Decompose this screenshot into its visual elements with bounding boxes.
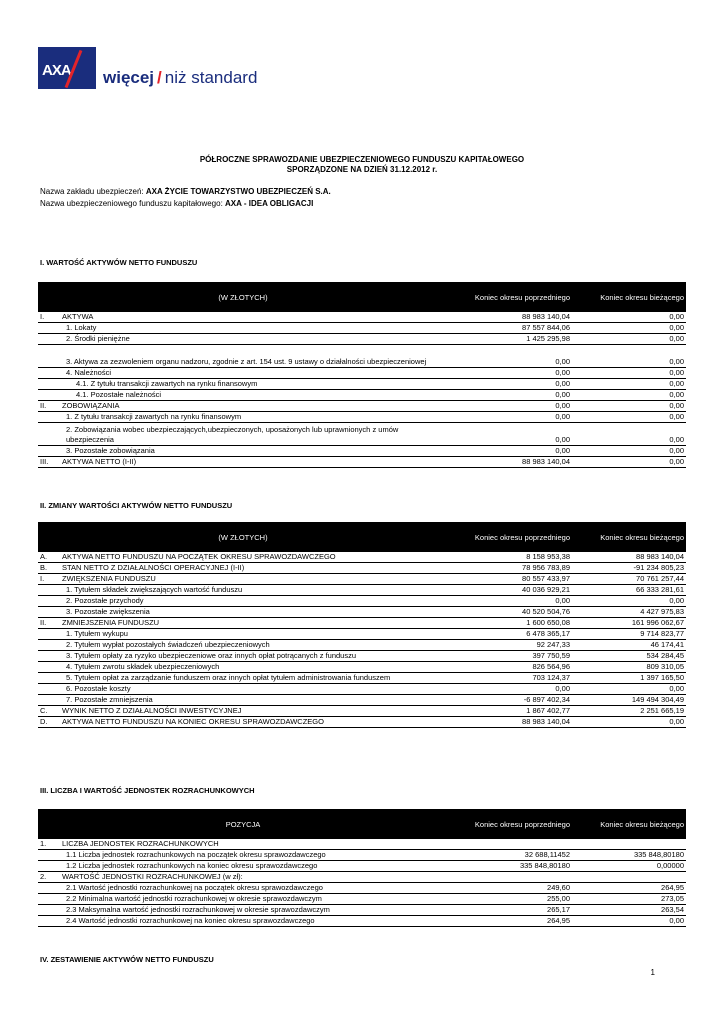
tagline-light: niż standard <box>164 68 258 87</box>
tagline-bold: więcej <box>103 68 155 87</box>
value-previous: 1 867 402,77 <box>448 706 572 717</box>
title-line-2: SPORZĄDZONE NA DZIEŃ 31.12.2012 r. <box>286 165 438 174</box>
table-row <box>38 345 686 368</box>
row-marker <box>38 412 60 423</box>
row-marker <box>38 446 60 457</box>
table-row <box>38 401 686 412</box>
value-current: 0,00 <box>572 379 686 390</box>
value-current: 0,00 <box>572 334 686 345</box>
value-previous: 8 158 953,38 <box>448 552 572 563</box>
value-previous: 0,00 <box>448 390 572 401</box>
table-row <box>38 312 686 323</box>
value-current: 88 983 140,04 <box>572 552 686 563</box>
net-assets-changes-table <box>38 522 686 728</box>
section4-title: IV. ZESTAWIENIE AKTYWÓW NETTO FUNDUSZU <box>40 955 214 964</box>
table-row <box>38 651 686 662</box>
value-current: 0,00 <box>572 401 686 412</box>
value-current: 263,54 <box>572 905 686 916</box>
value-current: 0,00 <box>572 390 686 401</box>
row-label: 2.1 Wartość jednostki rozrachunkowej na początek okresu sprawozdawczego <box>60 883 448 894</box>
value-previous: 40 036 929,21 <box>448 585 572 596</box>
value-current <box>572 839 686 850</box>
row-label: 3. Aktywa za zezwoleniem organu nadzoru, zgodnie z art. 154 ust. 9 ustawy o działalności ubezpieczeniowej <box>60 345 448 368</box>
value-previous: 88 983 140,04 <box>448 717 572 728</box>
row-label: 3. Tytułem opłaty za ryzyko ubezpieczeniowe oraz innych opłat potrącanych z funduszu <box>60 651 448 662</box>
row-marker <box>38 695 60 706</box>
insurer-label: Nazwa zakładu ubezpieczeń: <box>40 187 144 196</box>
row-label: ZWIĘKSZENIA FUNDUSZU <box>60 574 448 585</box>
tagline <box>103 68 257 88</box>
value-previous: 0,00 <box>448 379 572 390</box>
row-label: 7. Pozostałe zmniejszenia <box>60 695 448 706</box>
value-previous: 88 983 140,04 <box>448 312 572 323</box>
value-previous: 826 564,96 <box>448 662 572 673</box>
header-previous-period: Koniec okresu poprzedniego <box>448 522 572 552</box>
header-previous-period: Koniec okresu poprzedniego <box>448 809 572 839</box>
value-current: 0,00 <box>572 368 686 379</box>
value-previous: 92 247,33 <box>448 640 572 651</box>
table-row <box>38 596 686 607</box>
row-marker <box>38 368 60 379</box>
row-marker <box>38 662 60 673</box>
row-label: 6. Pozostałe koszty <box>60 684 448 695</box>
insurer-name: AXA ŻYCIE TOWARZYSTWO UBEZPIECZEŃ S.A. <box>145 187 331 196</box>
row-label: ZMNIEJSZENIA FUNDUSZU <box>60 618 448 629</box>
value-previous: 6 478 365,17 <box>448 629 572 640</box>
value-current: 273,05 <box>572 894 686 905</box>
value-current: 9 714 823,77 <box>572 629 686 640</box>
table-row <box>38 563 686 574</box>
table-row <box>38 695 686 706</box>
row-label: 2. Pozostałe przychody <box>60 596 448 607</box>
table-row <box>38 323 686 334</box>
units-table <box>38 809 686 927</box>
table-header-row <box>38 522 686 552</box>
row-marker <box>38 894 60 905</box>
table-row <box>38 662 686 673</box>
value-current: 2 251 665,19 <box>572 706 686 717</box>
value-current: 0,00 <box>572 345 686 368</box>
table-row <box>38 390 686 401</box>
row-label: 2.2 Minimalna wartość jednostki rozrachunkowej w okresie sprawozdawczym <box>60 894 448 905</box>
row-marker <box>38 390 60 401</box>
value-current: 66 333 281,61 <box>572 585 686 596</box>
value-current: 809 310,05 <box>572 662 686 673</box>
row-marker <box>38 585 60 596</box>
value-previous <box>448 839 572 850</box>
row-label: 1. Tytułem składek zwiększających wartość funduszu <box>60 585 448 596</box>
fund-line <box>40 199 313 208</box>
table-row <box>38 717 686 728</box>
row-marker: II. <box>38 401 60 412</box>
table-row <box>38 585 686 596</box>
value-current: 0,00 <box>572 412 686 423</box>
header-label: (W ZŁOTYCH) <box>38 522 448 552</box>
row-marker <box>38 379 60 390</box>
value-previous: 88 983 140,04 <box>448 457 572 468</box>
value-previous: 1 600 650,08 <box>448 618 572 629</box>
table-row <box>38 894 686 905</box>
table-row <box>38 334 686 345</box>
table-row <box>38 446 686 457</box>
page-number: 1 <box>650 968 655 977</box>
value-previous: 703 124,37 <box>448 673 572 684</box>
value-current: 161 996 062,67 <box>572 618 686 629</box>
value-previous: 0,00 <box>448 412 572 423</box>
header-previous-period: Koniec okresu poprzedniego <box>448 282 572 312</box>
row-label: AKTYWA NETTO FUNDUSZU NA KONIEC OKRESU SPRAWOZDAWCZEGO <box>60 717 448 728</box>
row-label: 1. Z tytułu transakcji zawartych na rynku finansowym <box>60 412 448 423</box>
row-marker <box>38 905 60 916</box>
row-label: 4.1. Z tytułu transakcji zawartych na rynku finansowym <box>60 379 448 390</box>
row-marker: I. <box>38 574 60 585</box>
row-label: LICZBA JEDNOSTEK ROZRACHUNKOWYCH <box>60 839 448 850</box>
value-current: 335 848,80180 <box>572 850 686 861</box>
row-marker: III. <box>38 457 60 468</box>
value-current: 46 174,41 <box>572 640 686 651</box>
value-current: 264,95 <box>572 883 686 894</box>
value-previous: 265,17 <box>448 905 572 916</box>
table-row <box>38 861 686 872</box>
row-marker: 1. <box>38 839 60 850</box>
row-marker <box>38 640 60 651</box>
value-current: 534 284,45 <box>572 651 686 662</box>
section2-title: II. ZMIANY WARTOŚCI AKTYWÓW NETTO FUNDUSZU <box>40 501 233 510</box>
value-current: 1 397 165,50 <box>572 673 686 684</box>
value-previous <box>448 872 572 883</box>
table-row <box>38 379 686 390</box>
tagline-slash-icon: / <box>157 68 162 87</box>
value-previous: 264,95 <box>448 916 572 927</box>
value-current: 0,00 <box>572 446 686 457</box>
row-marker <box>38 861 60 872</box>
row-label: 1. Lokaty <box>60 323 448 334</box>
value-previous: 255,00 <box>448 894 572 905</box>
value-current: 0,00 <box>572 457 686 468</box>
value-current: 0,00 <box>572 916 686 927</box>
row-label: 3. Pozostałe zwiększenia <box>60 607 448 618</box>
row-label: 2.4 Wartość jednostki rozrachunkowej na koniec okresu sprawozdawczego <box>60 916 448 927</box>
table-row <box>38 574 686 585</box>
table-row <box>38 883 686 894</box>
row-label: AKTYWA NETTO (I-II) <box>60 457 448 468</box>
row-label: 2. Środki pieniężne <box>60 334 448 345</box>
row-label: 3. Pozostałe zobowiązania <box>60 446 448 457</box>
section3-title: III. LICZBA I WARTOŚĆ JEDNOSTEK ROZRACHUNKOWYCH <box>40 786 255 795</box>
row-label: 1.1 Liczba jednostek rozrachunkowych na początek okresu sprawozdawczego <box>60 850 448 861</box>
row-marker <box>38 850 60 861</box>
value-previous: 0,00 <box>448 423 572 446</box>
value-current: 70 761 257,44 <box>572 574 686 585</box>
value-current: 0,00 <box>572 423 686 446</box>
row-marker <box>38 916 60 927</box>
row-label: STAN NETTO Z DZIAŁALNOŚCI OPERACYJNEJ (I-II) <box>60 563 448 574</box>
table-row <box>38 684 686 695</box>
table-header-row <box>38 282 686 312</box>
row-marker <box>38 596 60 607</box>
value-previous: 80 557 433,97 <box>448 574 572 585</box>
value-current: 0,00 <box>572 312 686 323</box>
axa-logo-text: AXA <box>42 62 71 79</box>
row-label: AKTYWA NETTO FUNDUSZU NA POCZĄTEK OKRESU SPRAWOZDAWCZEGO <box>60 552 448 563</box>
row-marker <box>38 673 60 684</box>
fund-label: Nazwa ubezpieczeniowego funduszu kapitałowego: <box>40 199 223 208</box>
table-row <box>38 916 686 927</box>
value-current: 0,00 <box>572 717 686 728</box>
value-current: -91 234 805,23 <box>572 563 686 574</box>
table-row <box>38 423 686 446</box>
value-previous: 0,00 <box>448 446 572 457</box>
value-previous: -6 897 402,34 <box>448 695 572 706</box>
value-previous: 0,00 <box>448 401 572 412</box>
row-label: 1.2 Liczba jednostek rozrachunkowych na koniec okresu sprawozdawczego <box>60 861 448 872</box>
table-header-row <box>38 809 686 839</box>
header-label: (W ZŁOTYCH) <box>38 282 448 312</box>
insurer-line <box>40 187 331 196</box>
row-label: WYNIK NETTO Z DZIAŁALNOŚCI INWESTYCYJNEJ <box>60 706 448 717</box>
table-row <box>38 850 686 861</box>
row-marker <box>38 883 60 894</box>
header-current-period: Koniec okresu bieżącego <box>572 282 686 312</box>
table-row <box>38 368 686 379</box>
table-row <box>38 872 686 883</box>
row-label: 5. Tytułem opłat za zarządzanie funduszem oraz innych opłat tytułem administrowania funduszem <box>60 673 448 684</box>
value-previous: 40 520 504,76 <box>448 607 572 618</box>
table-row <box>38 457 686 468</box>
row-marker: B. <box>38 563 60 574</box>
row-marker <box>38 684 60 695</box>
row-label: 2. Tytułem wypłat pozostałych świadczeń ubezpieczeniowych <box>60 640 448 651</box>
value-previous: 0,00 <box>448 596 572 607</box>
header-current-period: Koniec okresu bieżącego <box>572 522 686 552</box>
row-marker: I. <box>38 312 60 323</box>
row-marker <box>38 629 60 640</box>
row-label: WARTOŚĆ JEDNOSTKI ROZRACHUNKOWEJ (w zł): <box>60 872 448 883</box>
row-label: 4. Tytułem zwrotu składek ubezpieczeniowych <box>60 662 448 673</box>
table-row <box>38 673 686 684</box>
row-marker <box>38 607 60 618</box>
row-marker: D. <box>38 717 60 728</box>
row-label: 4.1. Pozostałe należności <box>60 390 448 401</box>
table-row <box>38 905 686 916</box>
title-line-1: PÓŁROCZNE SPRAWOZDANIE UBEZPIECZENIOWEGO FUNDUSZU KAPITAŁOWEGO <box>199 155 525 164</box>
value-current: 4 427 975,83 <box>572 607 686 618</box>
table-row <box>38 640 686 651</box>
value-current: 0,00 <box>572 323 686 334</box>
row-label: AKTYWA <box>60 312 448 323</box>
value-previous: 249,60 <box>448 883 572 894</box>
table-row <box>38 552 686 563</box>
net-assets-table <box>38 282 686 468</box>
value-previous: 0,00 <box>448 684 572 695</box>
row-label: 4. Należności <box>60 368 448 379</box>
value-current: 0,00 <box>572 596 686 607</box>
row-label: 2. Zobowiązania wobec ubezpieczających,ubezpieczonych, uposażonych lub uprawnionych z umów ubezpieczenia <box>60 423 448 446</box>
value-current <box>572 872 686 883</box>
row-marker <box>38 651 60 662</box>
table-row <box>38 629 686 640</box>
row-label: ZOBOWIĄZANIA <box>60 401 448 412</box>
row-marker <box>38 334 60 345</box>
row-marker <box>38 345 60 368</box>
value-current: 149 494 304,49 <box>572 695 686 706</box>
value-previous: 397 750,59 <box>448 651 572 662</box>
value-previous: 1 425 295,98 <box>448 334 572 345</box>
value-current: 0,00 <box>572 684 686 695</box>
header-current-period: Koniec okresu bieżącego <box>572 809 686 839</box>
row-marker: C. <box>38 706 60 717</box>
row-marker: 2. <box>38 872 60 883</box>
fund-name: AXA - IDEA OBLIGACJI <box>225 199 314 208</box>
section1-title: I. WARTOŚĆ AKTYWÓW NETTO FUNDUSZU <box>40 258 198 267</box>
table-row <box>38 412 686 423</box>
value-current: 0,00000 <box>572 861 686 872</box>
row-marker <box>38 423 60 446</box>
value-previous: 87 557 844,06 <box>448 323 572 334</box>
row-label: 2.3 Maksymalna wartość jednostki rozrachunkowej w okresie sprawozdawczym <box>60 905 448 916</box>
table-row <box>38 706 686 717</box>
row-marker: A. <box>38 552 60 563</box>
value-previous: 78 956 783,89 <box>448 563 572 574</box>
value-previous: 32 688,11452 <box>448 850 572 861</box>
value-previous: 0,00 <box>448 345 572 368</box>
table-row <box>38 607 686 618</box>
report-title <box>0 155 724 175</box>
axa-logo <box>38 47 96 89</box>
table-row <box>38 839 686 850</box>
row-marker <box>38 323 60 334</box>
table-row <box>38 618 686 629</box>
value-previous: 335 848,80180 <box>448 861 572 872</box>
row-marker: II. <box>38 618 60 629</box>
header-label: POZYCJA <box>38 809 448 839</box>
value-previous: 0,00 <box>448 368 572 379</box>
row-label: 1. Tytułem wykupu <box>60 629 448 640</box>
